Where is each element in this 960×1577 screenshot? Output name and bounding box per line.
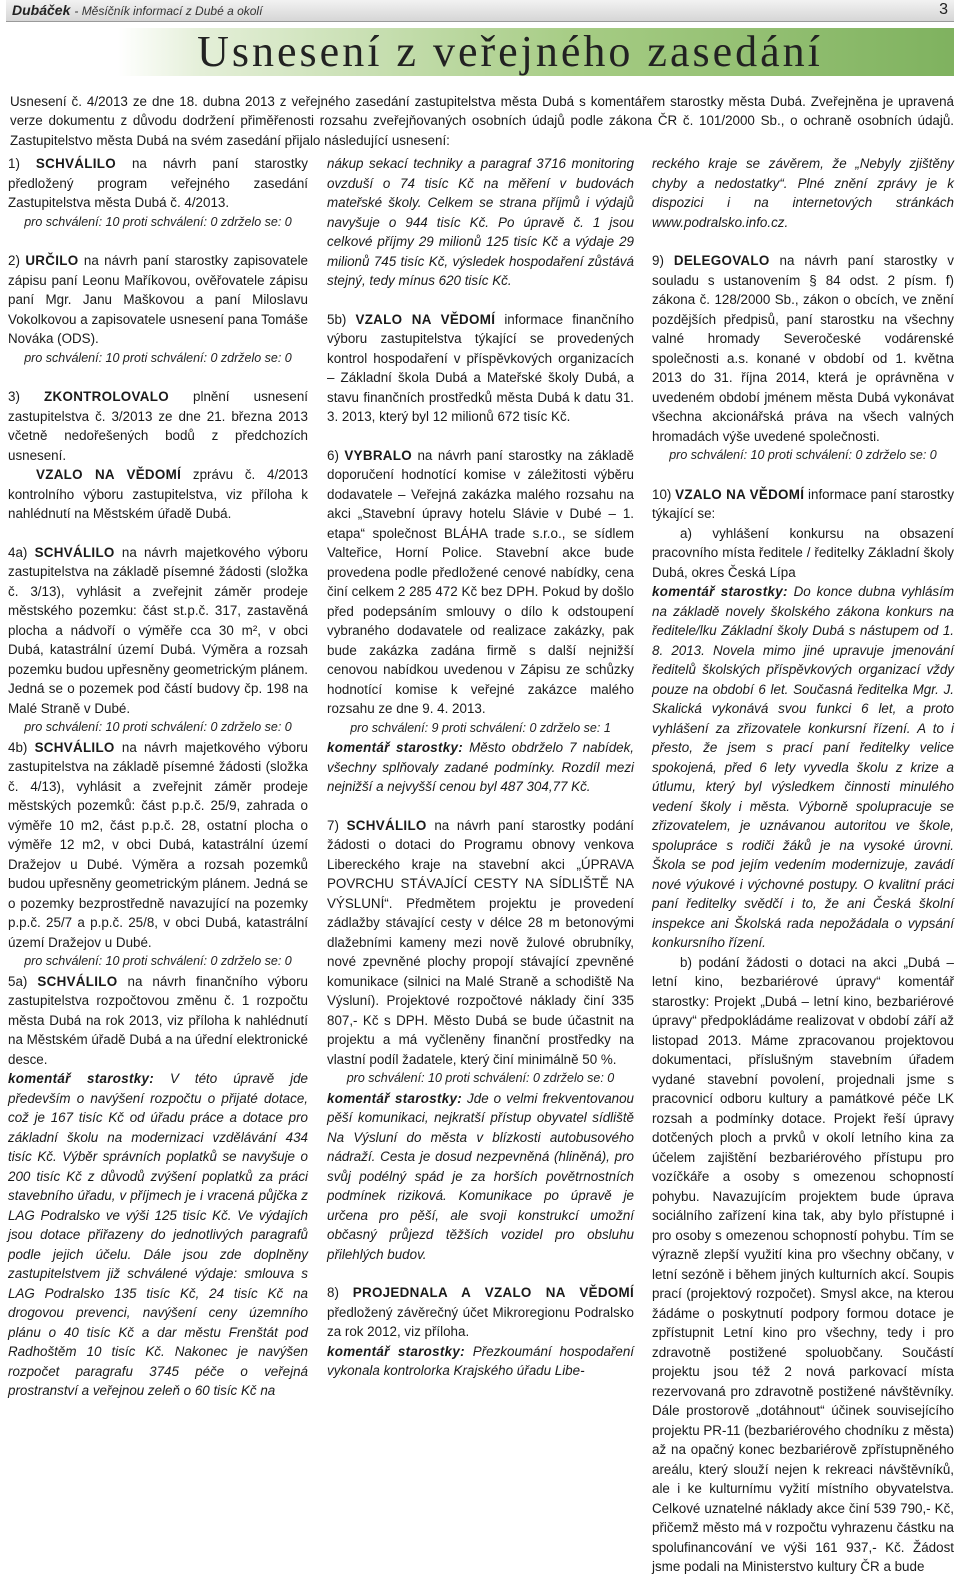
resolution-text: plnění usnesení zastupitelstva č. 3/2013 ze dne 21. března 2013 včetně nedořešených bodů z předchozích usnesení. [8,389,308,463]
mayor-comment [8,1069,308,1401]
resolution-text: a) vyhlášení konkursu na obsazení pracovního místa ředitele / ředitelky Základní školy Dubá, okres Česká Lípa [652,525,954,580]
resolution-text: na návrh paní starostky zapisovatele zápisu paní Leonu Maříkovou, ověřovatele zápisu paní Mgr. Janu Maškovou a paní Miloslavu Vokolkovou a zapisovatele usnesení pana Tomáše Nováka (ODS). [8,253,308,346]
resolution-keyword: VZALO NA VĚDOMÍ [675,486,805,502]
resolution-keyword: VZALO NA VĚDOMÍ [355,311,496,327]
resolution-number: 5a) [8,973,38,989]
comment-text: nákup sekací techniky a paragraf 3716 monitoring ovzduší o 74 tisíc Kč na měření v budovách mateřské školy. Celkem se strana příjmů i výdajů navyšuje o 944 tisíc Kč. Po úpravě č. 1 jsou celkové příjmy 29 milionů 125 tisíc Kč a výdaje 29 milionů 745 tisíc Kč, výsledek hospodaření zůstává stejný, tedy mínus 620 tisíc Kč. [327,156,634,288]
vote-tally: pro schválení: 10 proti schválení: 0 zdrželo se: 0 [24,214,292,229]
resolution-number: 3) [8,389,45,404]
intro-paragraph: Usnesení č. 4/2013 ze dne 18. dubna 2013 z veřejného zasedání zastupitelstva města Dubá s komentářem starostky města Dubá. Zveřejněna je upravená verze dokumentu z důvodu dodržení přiměřenosti rozsahu zveřejňovaných osobních údajů podle zákona ČR č. 101/2000 Sb., o ochraně osobních údajů. Zastupitelstvo města Dubá na svém zasedání přijalo následující usnesení: [10,94,954,148]
resolution-item [327,816,634,1070]
resolution-item [327,310,634,427]
resolution-text: b) podání žádosti o dotaci na akci „Dubá – letní kino, bezbariérové úpravy“ komentář starostky: Projekt „Dubá – letní kino, bezbariérové úpravy“ předpokládáme realizovat v období září až listopad 2013. Máme zpracovanou projektovou dokumentaci, příslušným stavebním úřadem vydané stavební povolení, projednali jsme s pracovnicí odboru kultury a památkové péče LK rozsah a podmínky dotace. Projekt řeší úpravy dotčených ploch a prvků v okolí letního kina za účelem zajištění bezbariérového přístupu pro vozíčkáře a osoby s omezenou schopností pohybu. Navazujícím projektem bude úprava sociálního zařízení kina tak, aby bylo přístupné i pro osoby s omezenou schopností pohybu. Tím se výrazně zlepší využití kina pro všechny občany, v letní sezóně i během jiných kulturních akcí. Soupis prací (projektový rozpočet). Smysl akce, na kterou žádáme o poskytnutí podpory formou dotace je zpřístupnit Letní kino pro všechny, tedy i pro zdravotně postižené spoluobčany. Součástí projektu jsou též 2 nová parkovací místa rezervovaná pro zdravotně postižené návštěvníky. Dále prostorově „dotáhnout“ účinek souvisejícího projektu PR-11 (bezbariérového chodníku z města) až na opačný konec bezbariérově zpřístupněného areálu, který slouží nejen k rekreaci návštěvníků, ale i ke kulturnímu vyžití místního obyvatelstva. Celkové uznatelné náklady akce činí 539 790,- Kč, přičemž město má v rozpočtu vyhrazenu částku na spolufinancování ve výši 161 937,- Kč. Žádost jsme podali na Ministerstvo kultury ČR a bude [652,954,954,1574]
resolution-number: 4b) [8,739,35,755]
resolution-keyword: ZKONTROLOVALO [44,389,169,404]
column-2 [327,154,634,1381]
resolution-item [652,251,954,446]
resolution-item [8,251,308,349]
column-1 [8,154,308,1401]
resolution-text: informace paní starostky týkající se: [652,486,955,521]
resolution-keyword: SCHVÁLILO [34,739,115,755]
page-title: Usnesení z veřejného zasedání [197,27,823,76]
resolution-number: 8) [327,1285,353,1300]
resolution-text: na návrh paní starostky na základě doporučení hodnotící komise v záležitosti výběru dodavatele – Veřejná zakázka malého rozsahu na akci „Stavební úpravy hotelu Slávie v Dubé – 1. etapa“ společnost BLÁHA trade s.r.o., se sídlem Valteřice, Horní Police. Stavební akce bude provedena podle předložené cenové nabídky, cena činí celkem 2 285 472 Kč bez DPH. Pokud by došlo před podepsáním smlouvy o dílo k odstoupení vybraného dodavatele od realizace zakázky, pak bude zakázka zadána firmě s další nejnižší cenovou nabídkou uvedenou v Zápisu ze schůzky hodnotící komise k veřejné zakázce malého rozsahu ze dne 9. 4. 2013. [327,447,634,716]
mayor-comment [652,582,954,953]
resolution-number: 9) [652,253,674,268]
resolution-item [652,953,954,1577]
resolution-text: na návrh majetkového výboru zastupitelstva na základě písemné žádosti (složka č. 4/13), vyhlásit a zveřejnit záměr prodeje městských pozemků: část p.p.č. 25/9, zahrada o výměře 10 m2, část p.p.č. 28, ostatní plocha o výměře 12 m2, v obci Dubá, katastrální území Dražejov u Dubé. Výměra a rozsah pozemků budou upřesněny geometrickým plánem. Jedná se o pozemky bezprostředně navazující na pozemky p.p.č. 25/7 a p.p.č. 25/8, v obci Dubá, katastrální území Dražejov u Dubé. [8,739,309,950]
comment-label: komentář starostky: [8,1071,154,1086]
resolution-item [327,446,634,719]
resolution-text: zprávu č. 4/2013 kontrolního výboru zastupitelstva, viz příloha k nahlédnutí na Městském úřadě Dubá. [8,467,309,521]
resolution-item [8,543,308,719]
mayor-comment [652,154,954,232]
running-header [6,0,954,22]
resolution-text: na návrh paní starostky podání žádosti o dotaci do Programu obnovy venkova Libereckého kraje na stavební akci „ÚPRAVA POVRCHU STÁVAJÍCÍ CESTY NA SÍDLIŠTĚ NA VÝSLUNÍ“. Předmětem projektu je provedení zádlažby stávající cesty v délce 28 m betonovými dlažebními kameny mezi nově žulové obrubníky, nové zpevněné plochy propojí stávající zpevněné komunikace (silnici na Malé Straně a schodiště Na Výsluní). Projektové rozpočtové náklady činí 335 807,- Kč s DPH. Město Dubá se bude účastnit na projektu a má vyčleněny finanční prostředky na vlastní podíl žadatele, který činí minimálně 50 %. [327,817,634,1067]
vote-tally: pro schválení: 10 proti schválení: 0 zdrželo se: 0 [346,1071,615,1085]
resolution-text: na návrh finančního výboru zastupitelstva rozpočtovou změnu č. 1 rozpočtu města Dubá na rok 2013, viz příloha k nahlédnutí na Městském úřadě Dubá a na úřední elektronické desce. [8,973,308,1067]
vote-tally: pro schválení: 10 proti schválení: 0 zdrželo se: 0 [24,350,292,365]
mayor-comment [327,738,634,797]
resolution-text: informace finančního výboru zastupitelstva týkající se provedených kontrol hospodaření v příspěvkových organizacích – Základní škola Dubá a Mateřské školy Dubá, a stavu finančních prostředků města Dubá k datu 31. 3. 2013, který byl 12 milionů 672 tisíc Kč. [327,311,635,424]
comment-text: Do konce dubna vyhlásím na základě novely školského zákona konkurs na ředitele/lku Základní školy Dubá s nástupem od 1. 8. 2013. Novela mimo jiné upravuje jmenování ředitelů školských příspěvkových organizací vždy pouze na období 6 let. Současná ředitelka Mgr. J. Skalická vykonává svou funkci 6 let, a proto vyhlášení za zřizovatele konkursní řízení. A to i přesto, že jsem s prací paní ředitelky velice spokojená, před 6 lety vyvedla školu z krize a útlumu, který byl výsledkem činnosti minulého vedení školy i města. Výborně spolupracuje se zřizovatelem, je uznávanou autoritou ve škole, spolupráce s rodiči žáků je na vysoké úrovni. Škola se pod jejím vedením modernizuje, zavádí nové výukové i výchovné postupy. O kvalitní práci paní ředitelky svědčí i to, že ani Česká školní inspekce ani Školská rada nepožádala o vypsání konkursního řízení. [652,584,954,950]
comment-label: komentář starostky: [652,584,788,599]
column-3 [652,154,954,1577]
resolution-keyword: SCHVÁLILO [35,156,116,171]
resolution-keyword: SCHVÁLILO [37,973,118,989]
comment-text: Město obdrželo 7 nabídek, všechny splňovaly zadané podmínky. Rozdíl mezi nejnižší a nejvyšší cenou byl 487 304,77 Kč. [327,740,635,794]
resolution-number: 2) [8,253,26,268]
comment-label: komentář starostky: [327,1090,463,1106]
resolution-number: 4a) [8,544,35,560]
page-number: 3 [939,1,948,18]
vote-tally: pro schválení: 10 proti schválení: 0 zdrželo se: 0 [24,720,292,734]
mayor-comment [327,1089,634,1265]
vote-tally: pro schválení: 10 proti schválení: 0 zdrželo se: 0 [669,448,937,462]
comment-text: V této úpravě jde především o navýšení rozpočtu o přijaté dotace, což je 167 tisíc Kč od úřadu práce a dotace pro základní školu na modernizaci vzdělávání 434 tisíc Kč. Výběr správních poplatků se navyšuje o 200 tisíc Kč z důvodů zvýšení poplatků za práci stavebního úřadu, v příjmech je i vracená půjčka z LAG Podralsko ve výši 125 tisíc Kč. Ve výdajích jsou dotace přiřazeny do jednotlivých paragrafů podle jejich účelu. Dále jsou zde doplněny zastupitelstvem již schválené výdaje: smlouva s LAG Podralsko 135 tisíc Kč, 24 tisíc Kč na drogovou prevenci, navýšení ceny územního plánu o 40 tisíc Kč a dar městu Frenštát pod Radhoštěm 10 tisíc Kč. Nakonec je navýšen rozpočet paragrafu 3745 péče o veřejná prostranství a veřejnou zeleň o 60 tisíc Kč na [8,1071,308,1398]
resolution-text: na návrh paní starostky předložený program veřejného zasedání Zastupitelstva města Dubá č. 4/2013. [8,156,308,210]
resolution-number: 1) [8,156,36,171]
resolution-item [327,1283,634,1342]
resolution-item [8,738,308,953]
resolution-item [8,387,308,465]
resolution-number: 6) [327,447,345,463]
resolution-keyword: VZALO NA VĚDOMÍ [36,467,182,482]
vote-tally: pro schválení: 10 proti schválení: 0 zdrželo se: 0 [24,954,292,968]
resolution-keyword: SCHVÁLILO [346,817,427,833]
resolution-text: na návrh majetkového výboru zastupitelstva na základě písemné žádosti (složka č. 3/13), vyhlásit a zveřejnit záměr prodeje městského pozemku: část st.p.č. 317, zastavěná plocha a nádvoří o výměře cca 30 m², v obci Dubá, katastrální území Dubá. Výměra a rozsah pozemku budou upřesněny geometrickým plánem. Jedná se o pozemek pod částí budovy čp. 198 na Malé Straně v Dubé. [8,544,309,716]
resolution-text: na návrh paní starostky v souladu s ustanovením § 84 odst. 2 písm. f) zákona č. 128/2000 Sb., zákon o obcích, ve znění pozdějších předpisů, paní starostku na všechny valné hromady Severočeské vodárenské společnosti a.s. konané v období od 1. května 2013 do 31. října 2014, která je oprávněna v uvedeném období jménem města Dubá vykonávat všechna akcionářská práva na všech valných hromadách výše uvedené společnosti. [652,253,954,444]
resolution-item [652,524,954,583]
header-title: Dubáček - Měsíčník informací z Dubé a okolí [12,2,263,18]
resolution-text: předložený závěrečný účet Mikroregionu Podralsko za rok 2012, viz příloha. [327,1304,634,1339]
comment-label: komentář starostky: [327,1343,465,1359]
resolution-keyword: PROJEDNALA A VZALO NA VĚDOMÍ [352,1285,634,1300]
comment-text: Jde o velmi frekventovanou pěší komunikaci, nejkratší přístup obyvatel sídliště Na Výsluní do města v blízkosti autobusového nádraží. Cesta je dosud nezpevněná (hliněná), pro svůj podélný spád je za horších povětrnostních podmínek riziková. Komunikace po úpravě je určena pro pěší, ale svoji konstrukcí umožní občasný průjezd těžších vozidel pro obsluhu přilehlých budov. [327,1090,634,1262]
resolution-number: 5b) [327,311,356,327]
resolution-item [8,972,308,1070]
resolution-item [8,154,308,213]
mayor-comment [327,1342,634,1381]
resolution-number: 10) [652,486,676,502]
comment-label: komentář starostky: [327,740,464,755]
resolution-item [8,465,308,524]
mayor-comment [327,154,634,291]
resolution-keyword: DELEGOVALO [673,253,770,268]
resolution-keyword: URČILO [25,253,79,268]
comment-text: reckého kraje se závěrem, že „Nebyly zjištěny chyby a nedostatky“. Plné znění zprávy je k dispozici i na internetových stránkách www.podralsko.info.cz. [652,156,954,230]
resolution-item [652,485,954,524]
comment-text: Přezkoumání hospodaření vykonala kontrolorka Krajského úřadu Libe- [327,1343,634,1378]
vote-tally: pro schválení: 9 proti schválení: 0 zdrželo se: 1 [350,720,611,735]
resolution-number: 7) [327,817,347,833]
resolution-keyword: VYBRALO [344,447,412,463]
resolution-keyword: SCHVÁLILO [34,544,115,560]
